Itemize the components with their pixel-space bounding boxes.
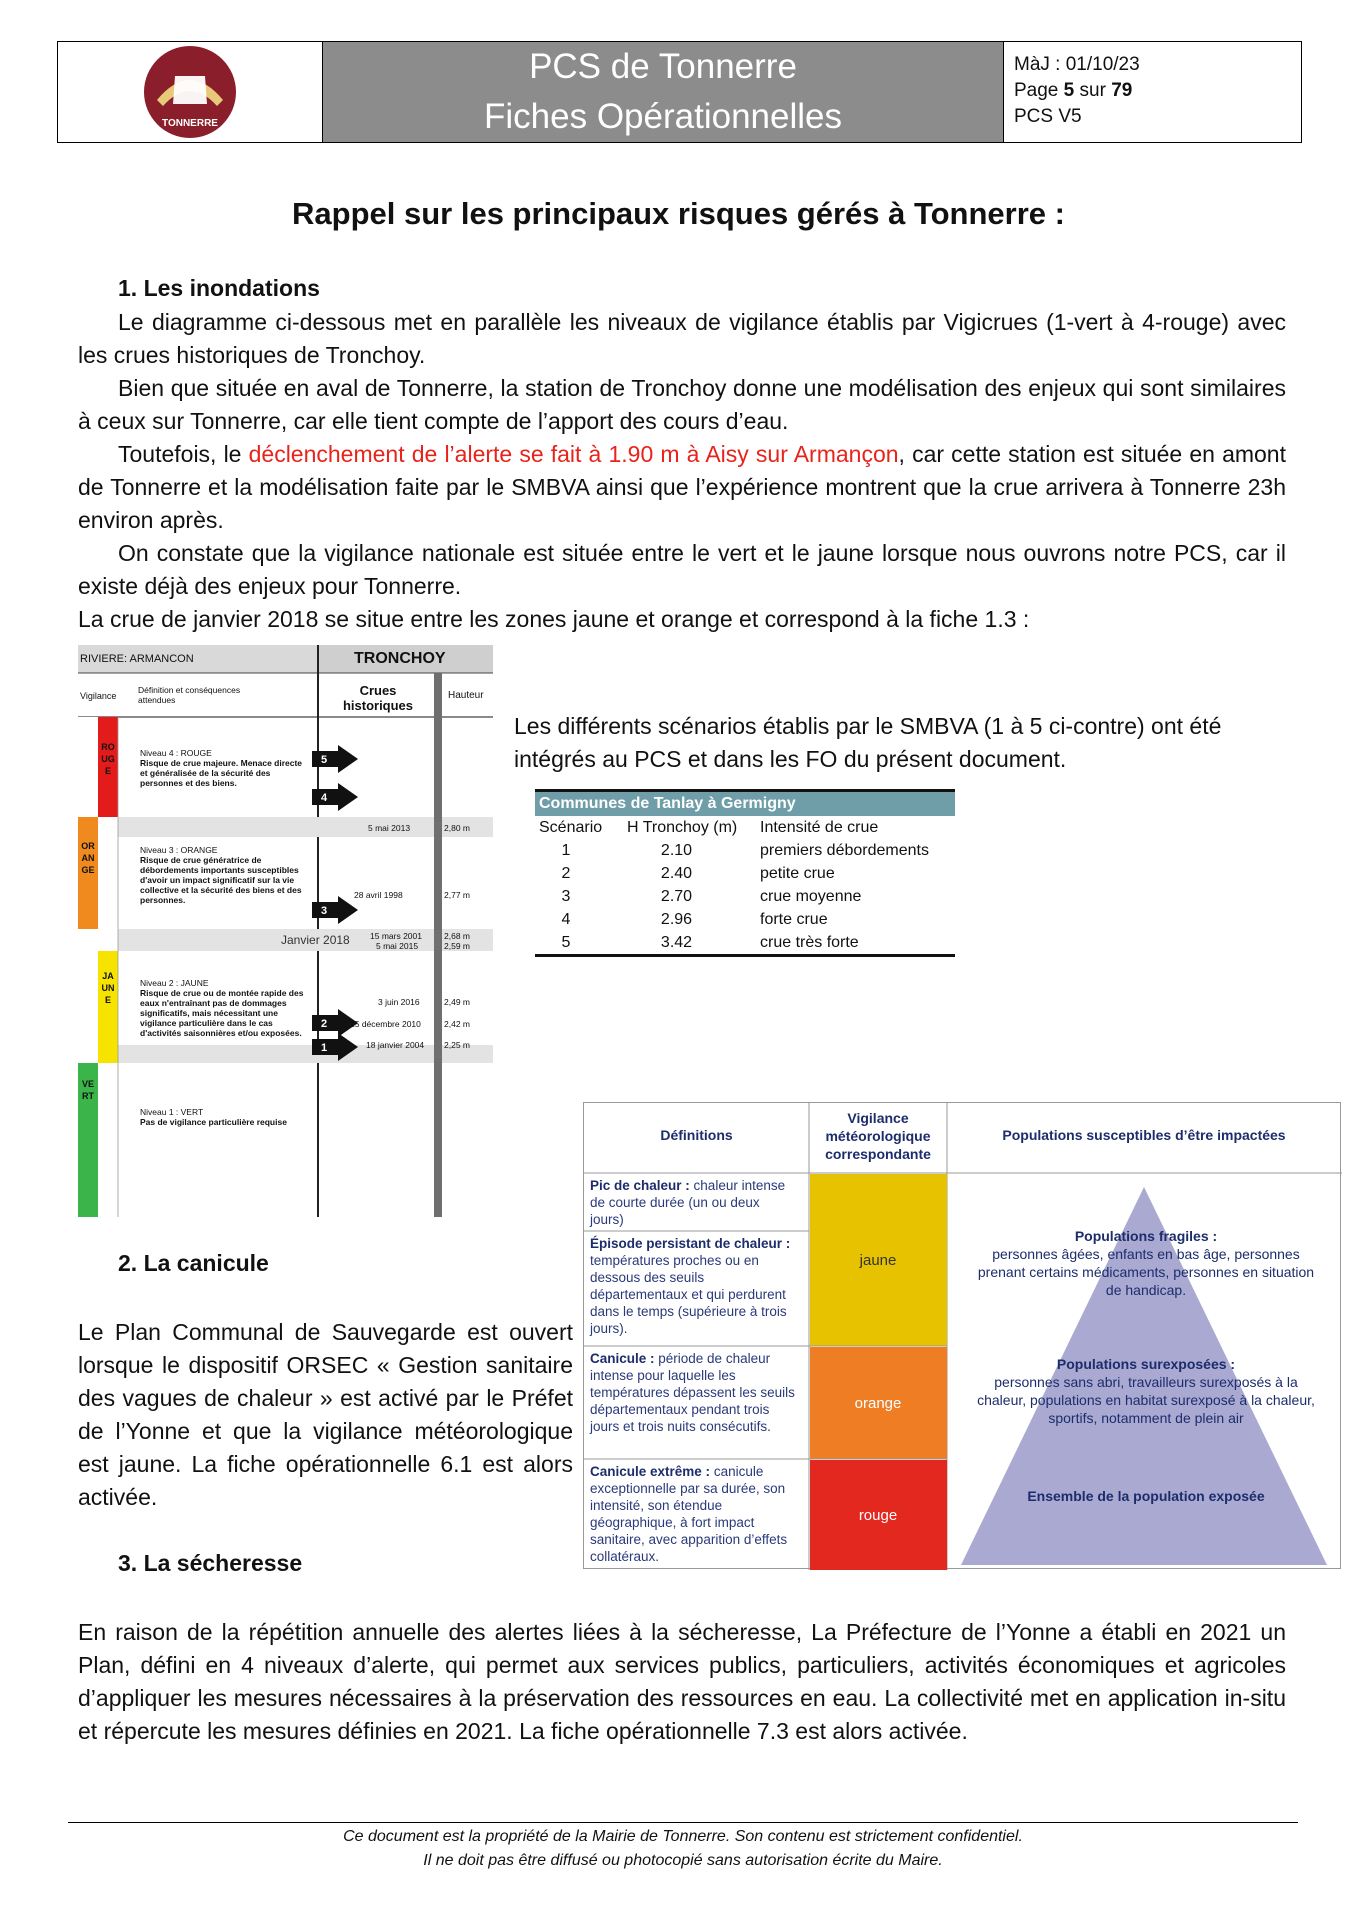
table-row bbox=[535, 862, 955, 885]
event-height: 2,77 m bbox=[444, 890, 470, 900]
niveau-1-title: Niveau 1 : VERT bbox=[140, 1107, 204, 1117]
level-jaune: jaune bbox=[859, 1251, 897, 1269]
arrow-3 bbox=[312, 896, 358, 929]
event-date: 5 mai 2013 bbox=[368, 823, 411, 833]
arrow-3-label: 3 bbox=[320, 905, 328, 917]
s1-p3-a: Toutefois, le bbox=[118, 441, 249, 467]
letters-vert: VERT bbox=[81, 1079, 94, 1101]
canicule-table bbox=[583, 1102, 1341, 1569]
level-orange: orange bbox=[854, 1394, 902, 1412]
event-date: 5 mai 2015 bbox=[376, 941, 419, 951]
col-crues: Crues historiques bbox=[342, 683, 414, 713]
def-3-term: Canicule : bbox=[590, 1351, 655, 1366]
page-title: Rappel sur les principaux risques gérés à Tonnerre : bbox=[292, 196, 1065, 231]
pop-ensemble: Ensemble de la population exposée bbox=[1027, 1488, 1265, 1504]
cell-h: 2.40 bbox=[660, 865, 693, 882]
col-height: H Tronchoy (m) bbox=[627, 819, 738, 836]
riviere-label: RIVIERE: ARMANCON bbox=[80, 653, 194, 665]
page-current: 5 bbox=[1063, 80, 1075, 101]
s1-p3-b: , car cette station est située en amont de Tonnerre et la modélisation faite par le SMBVA ainsi que l’expérience montrent que la crue arrivera à Tonnerre 23h environ après. bbox=[78, 441, 1286, 533]
cell-h: 2.70 bbox=[660, 888, 693, 905]
table-row bbox=[535, 931, 955, 956]
niveau-3 bbox=[140, 845, 315, 905]
section-2-heading: 2. La canicule bbox=[118, 1250, 269, 1276]
logo-text: TONNERRE bbox=[162, 118, 218, 129]
arrow-1-label: 1 bbox=[320, 1042, 328, 1054]
arrow-4-label: 4 bbox=[320, 792, 328, 804]
cell-n: 2 bbox=[561, 865, 571, 882]
pop-fragiles bbox=[976, 1227, 1316, 1299]
def-4-text: canicule exceptionnelle par sa durée, son intensité, son étendue géographique, à fort impact sanitaire, avec apparition d’effets collatéraux. bbox=[590, 1464, 788, 1564]
arrow-1 bbox=[312, 1033, 358, 1066]
niveau-1-text: Pas de vigilance particulière requise bbox=[140, 1117, 287, 1127]
col-definition: Définition et conséquences attendues bbox=[138, 685, 241, 705]
cell-i: forte crue bbox=[760, 911, 828, 928]
event-date: 15 mars 2001 bbox=[370, 931, 422, 941]
header-meta bbox=[1004, 42, 1301, 142]
cell-h: 3.42 bbox=[660, 934, 693, 951]
page-footer bbox=[68, 1822, 1298, 1873]
title-line-1: PCS de Tonnerre bbox=[529, 47, 797, 86]
update-date: MàJ : 01/10/23 bbox=[1014, 54, 1140, 75]
event-height: 2,68 m bbox=[444, 931, 470, 941]
event-height: 2,59 m bbox=[444, 941, 470, 951]
niveau-4-title: Niveau 4 : ROUGE bbox=[140, 748, 212, 758]
header-title bbox=[323, 42, 1004, 142]
def-canicule bbox=[590, 1350, 795, 1435]
section-3-heading: 3. La sécheresse bbox=[118, 1550, 303, 1576]
header-definitions: Définitions bbox=[660, 1127, 733, 1143]
def-3-text: période de chaleur intense pour laquelle les températures dépassent les seuils départementaux pendant trois jours et trois nuits consécutifs. bbox=[590, 1351, 795, 1434]
table-row bbox=[535, 908, 955, 931]
niveau-1 bbox=[140, 1107, 315, 1127]
footer-line-2: Il ne doit pas être diffusé ou photocopié sans autorisation écrite du Maire. bbox=[423, 1852, 943, 1869]
cell-i: petite crue bbox=[760, 865, 835, 882]
cell-h: 2.10 bbox=[660, 842, 693, 859]
niveau-3-text: Risque de crue génératrice de débordements importants susceptibles d'avoir un impact significatif sur la vie collective et la sécurité des biens et des personnes. bbox=[140, 855, 302, 905]
arrow-5-label: 5 bbox=[320, 754, 328, 766]
def-canicule-extreme bbox=[590, 1463, 795, 1565]
pop-surexposees-text: personnes sans abri, travailleurs surexposés à la chaleur, populations en habitat surexposé à la chaleur, sportifs, notamment de plein air bbox=[977, 1374, 1315, 1426]
col-scenario: Scénario bbox=[539, 819, 603, 836]
event-date: 28 avril 1998 bbox=[354, 890, 403, 900]
header-vigilance: Vigilance météorologique correspondante bbox=[825, 1110, 931, 1162]
letters-orange: ORANGE bbox=[81, 841, 95, 875]
page-total: 79 bbox=[1111, 80, 1133, 101]
pop-fragiles-title: Populations fragiles : bbox=[1074, 1228, 1218, 1244]
section-1-heading: 1. Les inondations bbox=[118, 275, 320, 301]
niveau-3-title: Niveau 3 : ORANGE bbox=[140, 845, 218, 855]
page-prefix: Page bbox=[1014, 80, 1064, 101]
s1-p1: Le diagramme ci-dessous met en parallèle les niveaux de vigilance établis par Vigicrues (1-vert à 4-rouge) avec les crues historiques de Tronchoy. bbox=[78, 309, 1286, 368]
title-line-2: Fiches Opérationnelles bbox=[484, 97, 842, 136]
cell-i: premiers débordements bbox=[760, 842, 929, 859]
scenario-table bbox=[535, 789, 955, 957]
event-height: 2,80 m bbox=[444, 823, 470, 833]
logo-cell bbox=[58, 42, 323, 142]
cell-n: 5 bbox=[561, 934, 571, 951]
pop-surexposees-title: Populations surexposées : bbox=[1056, 1356, 1236, 1372]
niveau-2 bbox=[140, 978, 315, 1038]
col-intensity: Intensité de crue bbox=[760, 819, 879, 836]
cell-n: 3 bbox=[561, 888, 571, 905]
tronchoy-chart-svg bbox=[78, 645, 493, 1217]
niveau-2-text: Risque de crue ou de montée rapide des eaux n'entraînant pas de dommages significatifs, mais nécessitant une vigilance particulière dans le cas d'activités saisonnières et/ou exposées. bbox=[140, 988, 304, 1038]
footer-line-1: Ce document est la propriété de la Mairie de Tonnerre. Son contenu est strictement confidentiel. bbox=[343, 1828, 1023, 1845]
s1-p2: Bien que située en aval de Tonnerre, la station de Tronchoy donne une modélisation des enjeux qui sont similaires à ceux sur Tonnerre, car elle tient compte de l’apport des cours d’eau. bbox=[78, 375, 1286, 434]
arrow-2-label: 2 bbox=[320, 1018, 328, 1030]
cell-h: 2.96 bbox=[660, 911, 693, 928]
arrow-4 bbox=[312, 783, 358, 816]
page-number bbox=[1014, 78, 1291, 104]
s1-p3 bbox=[78, 438, 1286, 537]
def-pic-chaleur bbox=[590, 1177, 795, 1228]
pop-surexposees bbox=[976, 1355, 1316, 1427]
page-of: sur bbox=[1074, 80, 1112, 101]
s1-p4: On constate que la vigilance nationale est située entre le vert et le jaune lorsque nous ouvrons notre PCS, car il existe déjà des enjeux pour Tonnerre. bbox=[78, 540, 1286, 599]
alert-trigger-text: déclenchement de l’alerte se fait à 1.90 m à Aisy sur Armançon bbox=[248, 441, 899, 467]
event-height: 2,49 m bbox=[444, 997, 470, 1007]
section-1-body bbox=[78, 306, 1286, 636]
event-date: 25 décembre 2010 bbox=[350, 1019, 421, 1029]
def-episode-persistant bbox=[590, 1235, 795, 1337]
scenario-table-header: Communes de Tanlay à Germigny bbox=[535, 789, 955, 816]
level-rouge: rouge bbox=[858, 1506, 898, 1524]
def-2-text: températures proches ou en dessous des seuils départementaux et qui perdurent dans le temps (supérieure à trois jours). bbox=[590, 1253, 787, 1336]
page-header bbox=[57, 41, 1302, 143]
tronchoy-vigilance-chart bbox=[78, 645, 493, 1217]
col-vigilance: Vigilance bbox=[80, 691, 117, 701]
event-date: 3 juin 2016 bbox=[378, 997, 420, 1007]
table-header-row bbox=[535, 816, 955, 839]
letters-jaune: JAUNE bbox=[101, 971, 115, 1005]
cell-n: 1 bbox=[561, 842, 571, 859]
section-3-body: En raison de la répétition annuelle des alertes liées à la sécheresse, La Préfecture de l’Yonne a établi en 2021 un Plan, défini en 4 niveaux d’alerte, qui permet aux services publics, particuliers, activités économiques et agricoles d’appliquer les mesures nécessaires à la préservation des ressources en eau. La collectivité met en application in-situ et répercute les mesures définies en 2021. La fiche opérationnelle 7.3 est alors activée. bbox=[78, 1619, 1286, 1744]
niveau-4 bbox=[140, 748, 310, 788]
pop-fragiles-text: personnes âgées, enfants en bas âge, personnes prenant certains médicaments, personnes en situation de handicap. bbox=[977, 1246, 1315, 1298]
letters-rouge: ROUGE bbox=[101, 742, 115, 776]
def-2-term: Épisode persistant de chaleur : bbox=[590, 1236, 791, 1251]
niveau-4-text: Risque de crue majeure. Menace directe et généralisée de la sécurité des personnes et des biens. bbox=[140, 758, 303, 788]
def-1-text: chaleur intense de courte durée (un ou deux jours) bbox=[590, 1178, 786, 1227]
table-row bbox=[535, 885, 955, 908]
arrow-5 bbox=[312, 745, 358, 778]
event-height: 2,42 m bbox=[444, 1019, 470, 1029]
header-populations: Populations susceptibles d’être impactées bbox=[1002, 1127, 1286, 1143]
cell-n: 4 bbox=[561, 911, 571, 928]
def-1-term: Pic de chaleur : bbox=[590, 1178, 690, 1193]
table-row bbox=[535, 839, 955, 862]
def-4-term: Canicule extrême : bbox=[590, 1464, 711, 1479]
version: PCS V5 bbox=[1014, 106, 1082, 127]
cell-i: crue moyenne bbox=[760, 888, 862, 905]
col-hauteur: Hauteur bbox=[448, 690, 484, 701]
janvier-2018-marker: Janvier 2018 bbox=[281, 933, 350, 947]
event-height: 2,25 m bbox=[444, 1040, 470, 1050]
cell-i: crue très forte bbox=[760, 934, 859, 951]
tonnerre-logo bbox=[135, 42, 245, 142]
event-date: 18 janvier 2004 bbox=[366, 1040, 425, 1050]
s1-p5: La crue de janvier 2018 se situe entre les zones jaune et orange et correspond à la fiche 1.3 : bbox=[78, 606, 1030, 632]
scenario-side-text: Les différents scénarios établis par le SMBVA (1 à 5 ci-contre) ont été intégrés au PCS et dans les FO du présent document. bbox=[514, 713, 1222, 772]
niveau-2-title: Niveau 2 : JAUNE bbox=[140, 978, 209, 988]
section-2-body: Le Plan Communal de Sauvegarde est ouvert lorsque le dispositif ORSEC « Gestion sanitaire des vagues de chaleur » est activé par le Préfet de l’Yonne et que la vigilance météorologique est jaune. La fiche opérationnelle 6.1 est alors activée. bbox=[78, 1319, 573, 1510]
scenario-table-grid bbox=[535, 816, 955, 957]
station-name: TRONCHOY bbox=[354, 650, 446, 667]
